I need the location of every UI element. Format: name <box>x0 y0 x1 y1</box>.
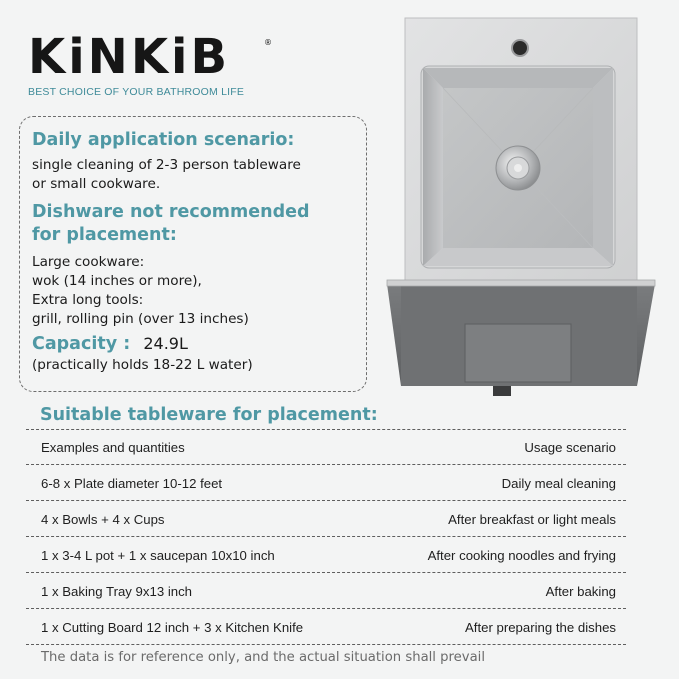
row-usage: After breakfast or light meals <box>448 512 616 527</box>
table-row <box>26 609 626 645</box>
sink-image <box>383 16 659 400</box>
table-row <box>26 501 626 537</box>
daily-line: single cleaning of 2-3 person tableware <box>32 157 301 173</box>
footnote: The data is for reference only, and the actual situation shall prevail <box>41 650 485 665</box>
table-row <box>26 465 626 501</box>
info-box <box>19 116 367 392</box>
capacity-value: 24.9L <box>143 334 188 353</box>
table-row <box>26 537 626 573</box>
row-example: 1 x Baking Tray 9x13 inch <box>41 584 193 599</box>
not-recommended-line: wok (14 inches or more), <box>32 273 202 289</box>
row-example: 1 x 3-4 L pot + 1 x saucepan 10x10 inch <box>41 548 275 563</box>
row-usage: After baking <box>545 584 616 599</box>
daily-heading: Daily application scenario: <box>32 130 295 150</box>
not-recommended-heading: Dishware not recommended <box>32 202 310 222</box>
tableware-table <box>26 429 626 645</box>
capacity-label: Capacity : <box>32 334 131 354</box>
not-recommended-line: Extra long tools: <box>32 292 144 308</box>
faucet-hole <box>512 40 528 56</box>
daily-line: or small cookware. <box>32 176 161 192</box>
row-usage: After preparing the dishes <box>464 620 616 635</box>
row-usage: After cooking noodles and frying <box>427 548 616 563</box>
brand-logo <box>28 29 272 98</box>
brand-tagline: BEST CHOICE OF YOUR BATHROOM LIFE <box>28 86 245 98</box>
not-recommended-heading: for placement: <box>32 225 177 245</box>
row-example: 6-8 x Plate diameter 10-12 feet <box>41 476 223 491</box>
not-recommended-line: Large cookware: <box>32 254 145 270</box>
table-title: Suitable tableware for placement: <box>40 405 378 425</box>
row-example: 1 x Cutting Board 12 inch + 3 x Kitchen Knife <box>41 620 304 635</box>
brand-name: KiNKiB <box>28 29 231 85</box>
table-header-row <box>26 429 626 465</box>
column-header-usage: Usage scenario <box>524 440 616 455</box>
registered-mark: ® <box>264 38 272 47</box>
row-usage: Daily meal cleaning <box>501 476 616 491</box>
row-example: 4 x Bowls + 4 x Cups <box>41 512 165 527</box>
not-recommended-line: grill, rolling pin (over 13 inches) <box>32 311 249 327</box>
column-header-examples: Examples and quantities <box>41 440 185 455</box>
capacity-row <box>32 333 354 356</box>
table-row <box>26 573 626 609</box>
capacity-note: (practically holds 18-22 L water) <box>32 357 253 373</box>
